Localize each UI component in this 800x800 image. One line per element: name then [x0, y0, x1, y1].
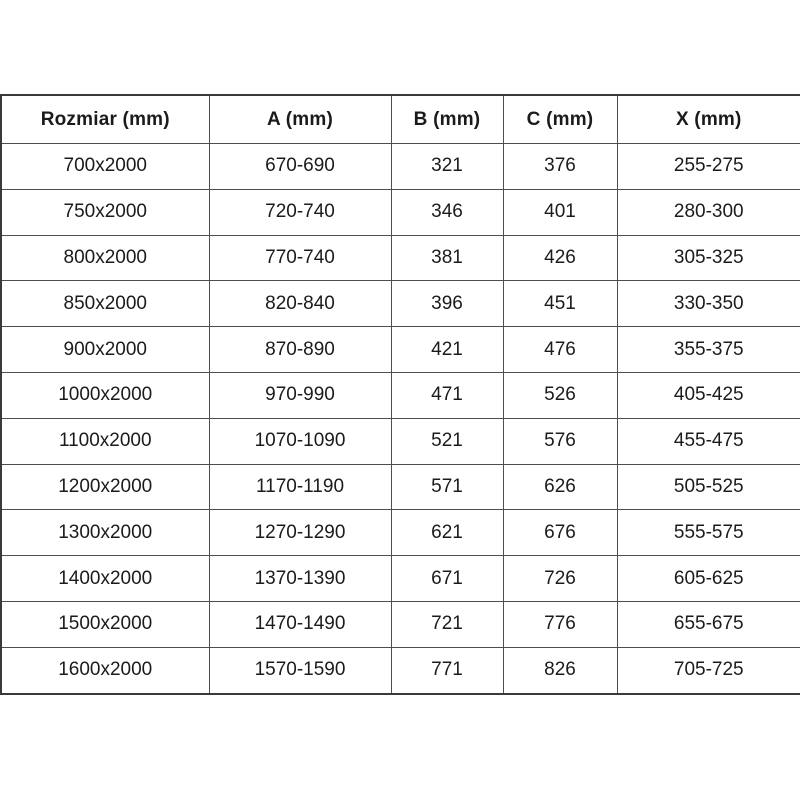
table-cell: 626	[503, 464, 617, 510]
table-cell: 820-840	[209, 281, 391, 327]
table-cell: 505-525	[617, 464, 800, 510]
table-cell: 346	[391, 189, 503, 235]
table-cell: 330-350	[617, 281, 800, 327]
table-cell: 451	[503, 281, 617, 327]
table-cell: 571	[391, 464, 503, 510]
table-cell: 526	[503, 372, 617, 418]
table-cell: 705-725	[617, 647, 800, 693]
column-header-rozmiar: Rozmiar (mm)	[1, 95, 209, 144]
table-row	[1, 601, 800, 647]
table-cell: 476	[503, 327, 617, 373]
table-cell: 1570-1590	[209, 647, 391, 693]
table-cell: 750x2000	[1, 189, 209, 235]
table-cell: 1400x2000	[1, 556, 209, 602]
table-cell: 355-375	[617, 327, 800, 373]
table-header-row	[1, 95, 800, 144]
size-dimension-table	[0, 94, 800, 695]
table-cell: 676	[503, 510, 617, 556]
table-row	[1, 189, 800, 235]
table-cell: 850x2000	[1, 281, 209, 327]
table-cell: 826	[503, 647, 617, 693]
table-cell: 381	[391, 235, 503, 281]
table-cell: 1300x2000	[1, 510, 209, 556]
table-cell: 426	[503, 235, 617, 281]
table-row	[1, 464, 800, 510]
table-cell: 455-475	[617, 418, 800, 464]
table-body	[1, 144, 800, 694]
table-cell: 576	[503, 418, 617, 464]
table-cell: 771	[391, 647, 503, 693]
table-row	[1, 327, 800, 373]
table-cell: 726	[503, 556, 617, 602]
table-cell: 405-425	[617, 372, 800, 418]
column-header-a: A (mm)	[209, 95, 391, 144]
table-cell: 721	[391, 601, 503, 647]
table-row	[1, 281, 800, 327]
table-cell: 471	[391, 372, 503, 418]
table-cell: 1370-1390	[209, 556, 391, 602]
table-cell: 421	[391, 327, 503, 373]
table-cell: 970-990	[209, 372, 391, 418]
table-cell: 280-300	[617, 189, 800, 235]
table-cell: 776	[503, 601, 617, 647]
table-cell: 1500x2000	[1, 601, 209, 647]
table-row	[1, 418, 800, 464]
table-row	[1, 235, 800, 281]
table-cell: 396	[391, 281, 503, 327]
column-header-b: B (mm)	[391, 95, 503, 144]
table-cell: 700x2000	[1, 144, 209, 190]
table-cell: 376	[503, 144, 617, 190]
table-cell: 900x2000	[1, 327, 209, 373]
table-cell: 401	[503, 189, 617, 235]
column-header-x: X (mm)	[617, 95, 800, 144]
table-cell: 670-690	[209, 144, 391, 190]
table-cell: 1000x2000	[1, 372, 209, 418]
table-cell: 1600x2000	[1, 647, 209, 693]
table-row	[1, 556, 800, 602]
table-cell: 1070-1090	[209, 418, 391, 464]
table-cell: 1270-1290	[209, 510, 391, 556]
table-cell: 621	[391, 510, 503, 556]
table-cell: 255-275	[617, 144, 800, 190]
table-cell: 1470-1490	[209, 601, 391, 647]
table-row	[1, 372, 800, 418]
table-cell: 870-890	[209, 327, 391, 373]
table-cell: 605-625	[617, 556, 800, 602]
table-cell: 720-740	[209, 189, 391, 235]
table-cell: 321	[391, 144, 503, 190]
column-header-c: C (mm)	[503, 95, 617, 144]
table-row	[1, 144, 800, 190]
table-cell: 1200x2000	[1, 464, 209, 510]
table-cell: 521	[391, 418, 503, 464]
table-cell: 655-675	[617, 601, 800, 647]
table-cell: 1100x2000	[1, 418, 209, 464]
table-cell: 555-575	[617, 510, 800, 556]
table-row	[1, 510, 800, 556]
table-cell: 671	[391, 556, 503, 602]
table-cell: 305-325	[617, 235, 800, 281]
table-cell: 770-740	[209, 235, 391, 281]
table-row	[1, 647, 800, 693]
table-cell: 1170-1190	[209, 464, 391, 510]
table-cell: 800x2000	[1, 235, 209, 281]
